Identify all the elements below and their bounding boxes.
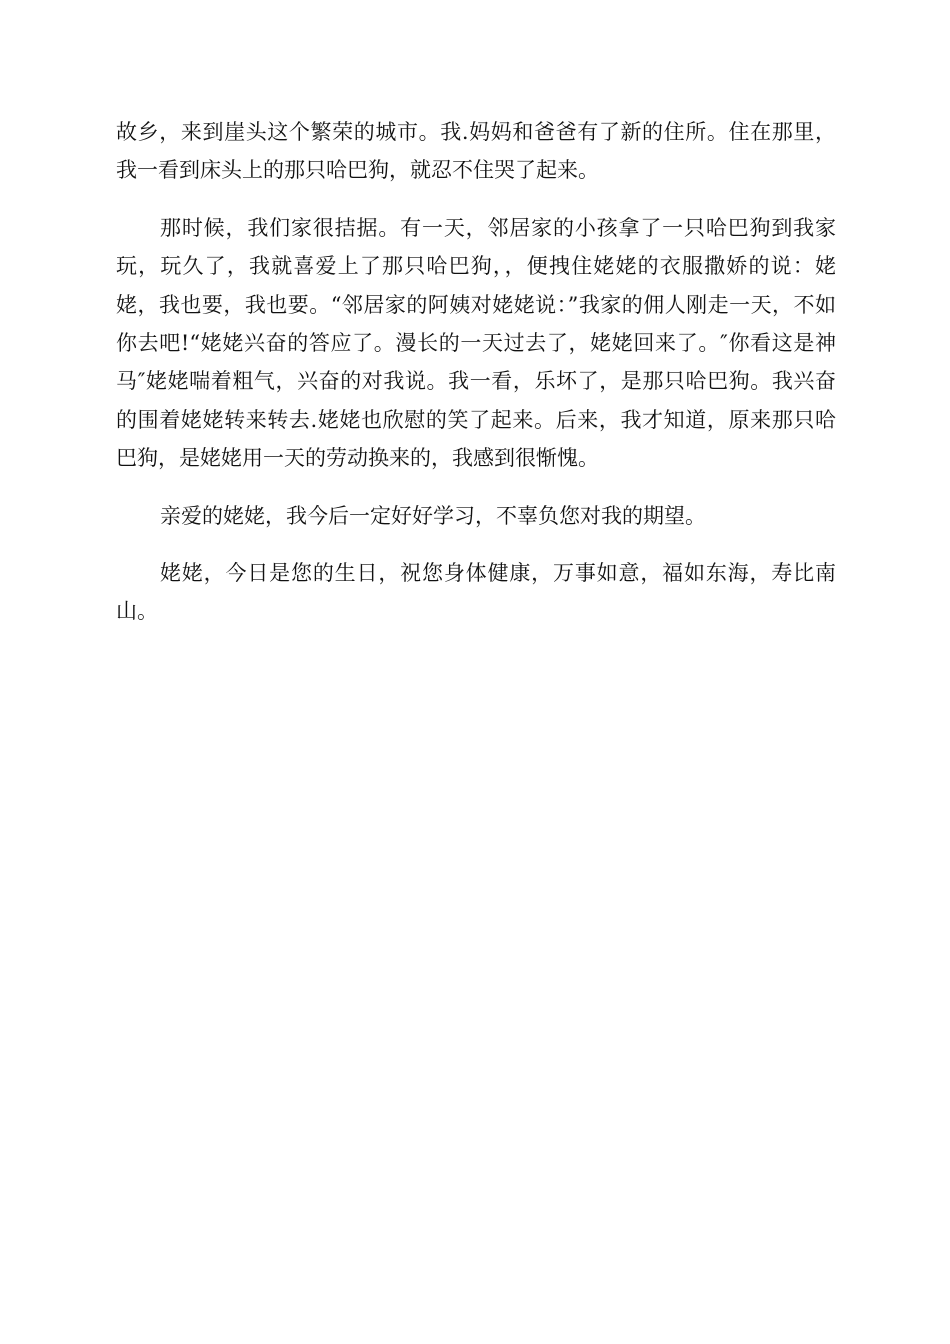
paragraph-3: 亲爱的姥姥，我今后一定好好学习，不辜负您对我的期望。 (160, 503, 706, 528)
document-page (116, 113, 836, 650)
paragraph-4: 姥姥，今日是您的生日，祝您身体健康，万事如意，福如东海，寿比南山。 (116, 561, 836, 624)
paragraph-1: 故乡，来到崖头这个繁荣的城市。我.妈妈和爸爸有了新的住所。住在那里，我一看到床头上的那只哈巴狗，就忍不住哭了起来。 (116, 120, 836, 183)
paragraph-2: 那时候，我们家很拮据。有一天，邻居家的小孩拿了一只哈巴狗到我家玩，玩久了，我就喜爱上了那只哈巴狗，，便拽住姥姥的衣服撒娇的说：姥姥，我也要，我也要。“邻居家的阿姨对姥姥说：”我家的佣人刚走一天，不如你去吧!“姥姥兴奋的答应了。漫长的一天过去了，姥姥回来了。″你看这是神马″姥姥喘着粗气，兴奋的对我说。我一看，乐坏了，是那只哈巴狗。我兴奋的围着姥姥转来转去.姥姥也欣慰的笑了起来。后来，我才知道，原来那只哈巴狗，是姥姥用一天的劳动换来的，我感到很惭愧。 (116, 215, 836, 471)
